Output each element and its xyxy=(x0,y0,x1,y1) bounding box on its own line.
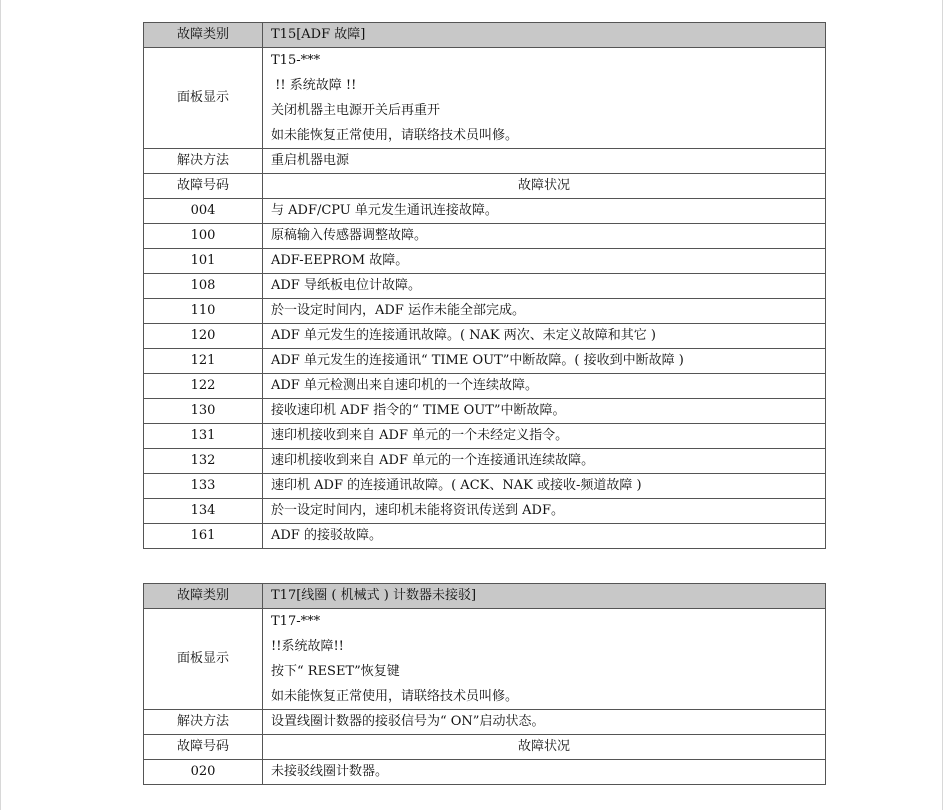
table-row xyxy=(144,324,826,349)
fault-code: 120 xyxy=(144,324,263,349)
fault-description: ADF-EEPROM 故障。 xyxy=(263,249,826,274)
fault-code: 133 xyxy=(144,474,263,499)
table-row xyxy=(144,474,826,499)
fault-code: 020 xyxy=(144,760,263,785)
fault-description: 未接驳线圈计数器。 xyxy=(263,760,826,785)
panel-display-label: 面板显示 xyxy=(144,609,263,710)
fault-code: 121 xyxy=(144,349,263,374)
solution-value: 设置线圈计数器的接驳信号为“ ON”启动状态。 xyxy=(263,710,826,735)
panel-line: 如未能恢复正常使用，请联络技术员叫修。 xyxy=(271,128,519,143)
table-row xyxy=(144,399,826,424)
table-row xyxy=(144,760,826,785)
category-row xyxy=(144,584,826,609)
code-header: 故障号码 xyxy=(144,174,263,199)
fault-code: 110 xyxy=(144,299,263,324)
panel-display-row xyxy=(144,48,826,149)
solution-row xyxy=(144,710,826,735)
t17-code-rows xyxy=(144,760,826,785)
category-label: 故障类别 xyxy=(144,584,263,609)
table-row xyxy=(144,299,826,324)
table-row xyxy=(144,449,826,474)
fault-description: 速印机接收到来自 ADF 单元的一个连接通讯连续故障。 xyxy=(263,449,826,474)
table-row xyxy=(144,274,826,299)
fault-description: 原稿输入传感器调整故障。 xyxy=(263,224,826,249)
t17-fault-table xyxy=(143,583,826,785)
fault-description: ADF 单元检测出来自速印机的一个连续故障。 xyxy=(263,374,826,399)
panel-line: T17-*** xyxy=(271,614,321,629)
fault-code: 101 xyxy=(144,249,263,274)
solution-row xyxy=(144,149,826,174)
fault-code: 130 xyxy=(144,399,263,424)
t15-fault-table xyxy=(143,22,826,549)
panel-line: 关闭机器主电源开关后再重开 xyxy=(271,103,441,118)
panel-line: T15-*** xyxy=(271,53,321,68)
table-row xyxy=(144,424,826,449)
page-edge-left xyxy=(0,0,1,810)
fault-description: 接收速印机 ADF 指令的“ TIME OUT”中断故障。 xyxy=(263,399,826,424)
fault-code: 131 xyxy=(144,424,263,449)
fault-description: 速印机接收到来自 ADF 单元的一个未经定义指令。 xyxy=(263,424,826,449)
solution-label: 解决方法 xyxy=(144,149,263,174)
fault-code: 132 xyxy=(144,449,263,474)
status-header: 故障状况 xyxy=(263,735,826,760)
fault-description: 速印机 ADF 的连接通讯故障。( ACK、NAK 或接收-频道故障 ) xyxy=(263,474,826,499)
fault-description: ADF 导纸板电位计故障。 xyxy=(263,274,826,299)
code-header-row xyxy=(144,735,826,760)
fault-code: 161 xyxy=(144,524,263,549)
fault-description: 於一设定时间内，ADF 运作未能全部完成。 xyxy=(263,299,826,324)
table-row xyxy=(144,524,826,549)
category-value: T17[线圈 ( 机械式 ) 计数器未接驳] xyxy=(263,584,826,609)
table-row xyxy=(144,499,826,524)
table-row xyxy=(144,199,826,224)
category-value: T15[ADF 故障] xyxy=(263,23,826,48)
panel-display-row xyxy=(144,609,826,710)
fault-code: 134 xyxy=(144,499,263,524)
panel-line: !!系统故障!! xyxy=(271,639,344,654)
fault-description: ADF 单元发生的连接通讯“ TIME OUT”中断故障。( 接收到中断故障 ) xyxy=(263,349,826,374)
panel-line: 按下“ RESET”恢复键 xyxy=(271,664,400,679)
table-row xyxy=(144,374,826,399)
code-header: 故障号码 xyxy=(144,735,263,760)
table-row xyxy=(144,349,826,374)
status-header: 故障状况 xyxy=(263,174,826,199)
category-label: 故障类别 xyxy=(144,23,263,48)
fault-description: ADF 单元发生的连接通讯故障。( NAK 两次、未定义故障和其它 ) xyxy=(263,324,826,349)
table-row xyxy=(144,224,826,249)
solution-label: 解决方法 xyxy=(144,710,263,735)
table-row xyxy=(144,249,826,274)
code-header-row xyxy=(144,174,826,199)
t15-code-rows xyxy=(144,199,826,549)
category-row xyxy=(144,23,826,48)
panel-line: !! 系统故障 !! xyxy=(271,78,357,93)
fault-description: ADF 的接驳故障。 xyxy=(263,524,826,549)
fault-description: 与 ADF/CPU 单元发生通讯连接故障。 xyxy=(263,199,826,224)
fault-code: 100 xyxy=(144,224,263,249)
fault-code: 004 xyxy=(144,199,263,224)
panel-display-label: 面板显示 xyxy=(144,48,263,149)
fault-code: 122 xyxy=(144,374,263,399)
solution-value: 重启机器电源 xyxy=(263,149,826,174)
panel-display-value xyxy=(263,609,826,710)
fault-description: 於一设定时间内，速印机未能将资讯传送到 ADF。 xyxy=(263,499,826,524)
panel-display-value xyxy=(263,48,826,149)
panel-line: 如未能恢复正常使用，请联络技术员叫修。 xyxy=(271,689,519,704)
fault-code: 108 xyxy=(144,274,263,299)
